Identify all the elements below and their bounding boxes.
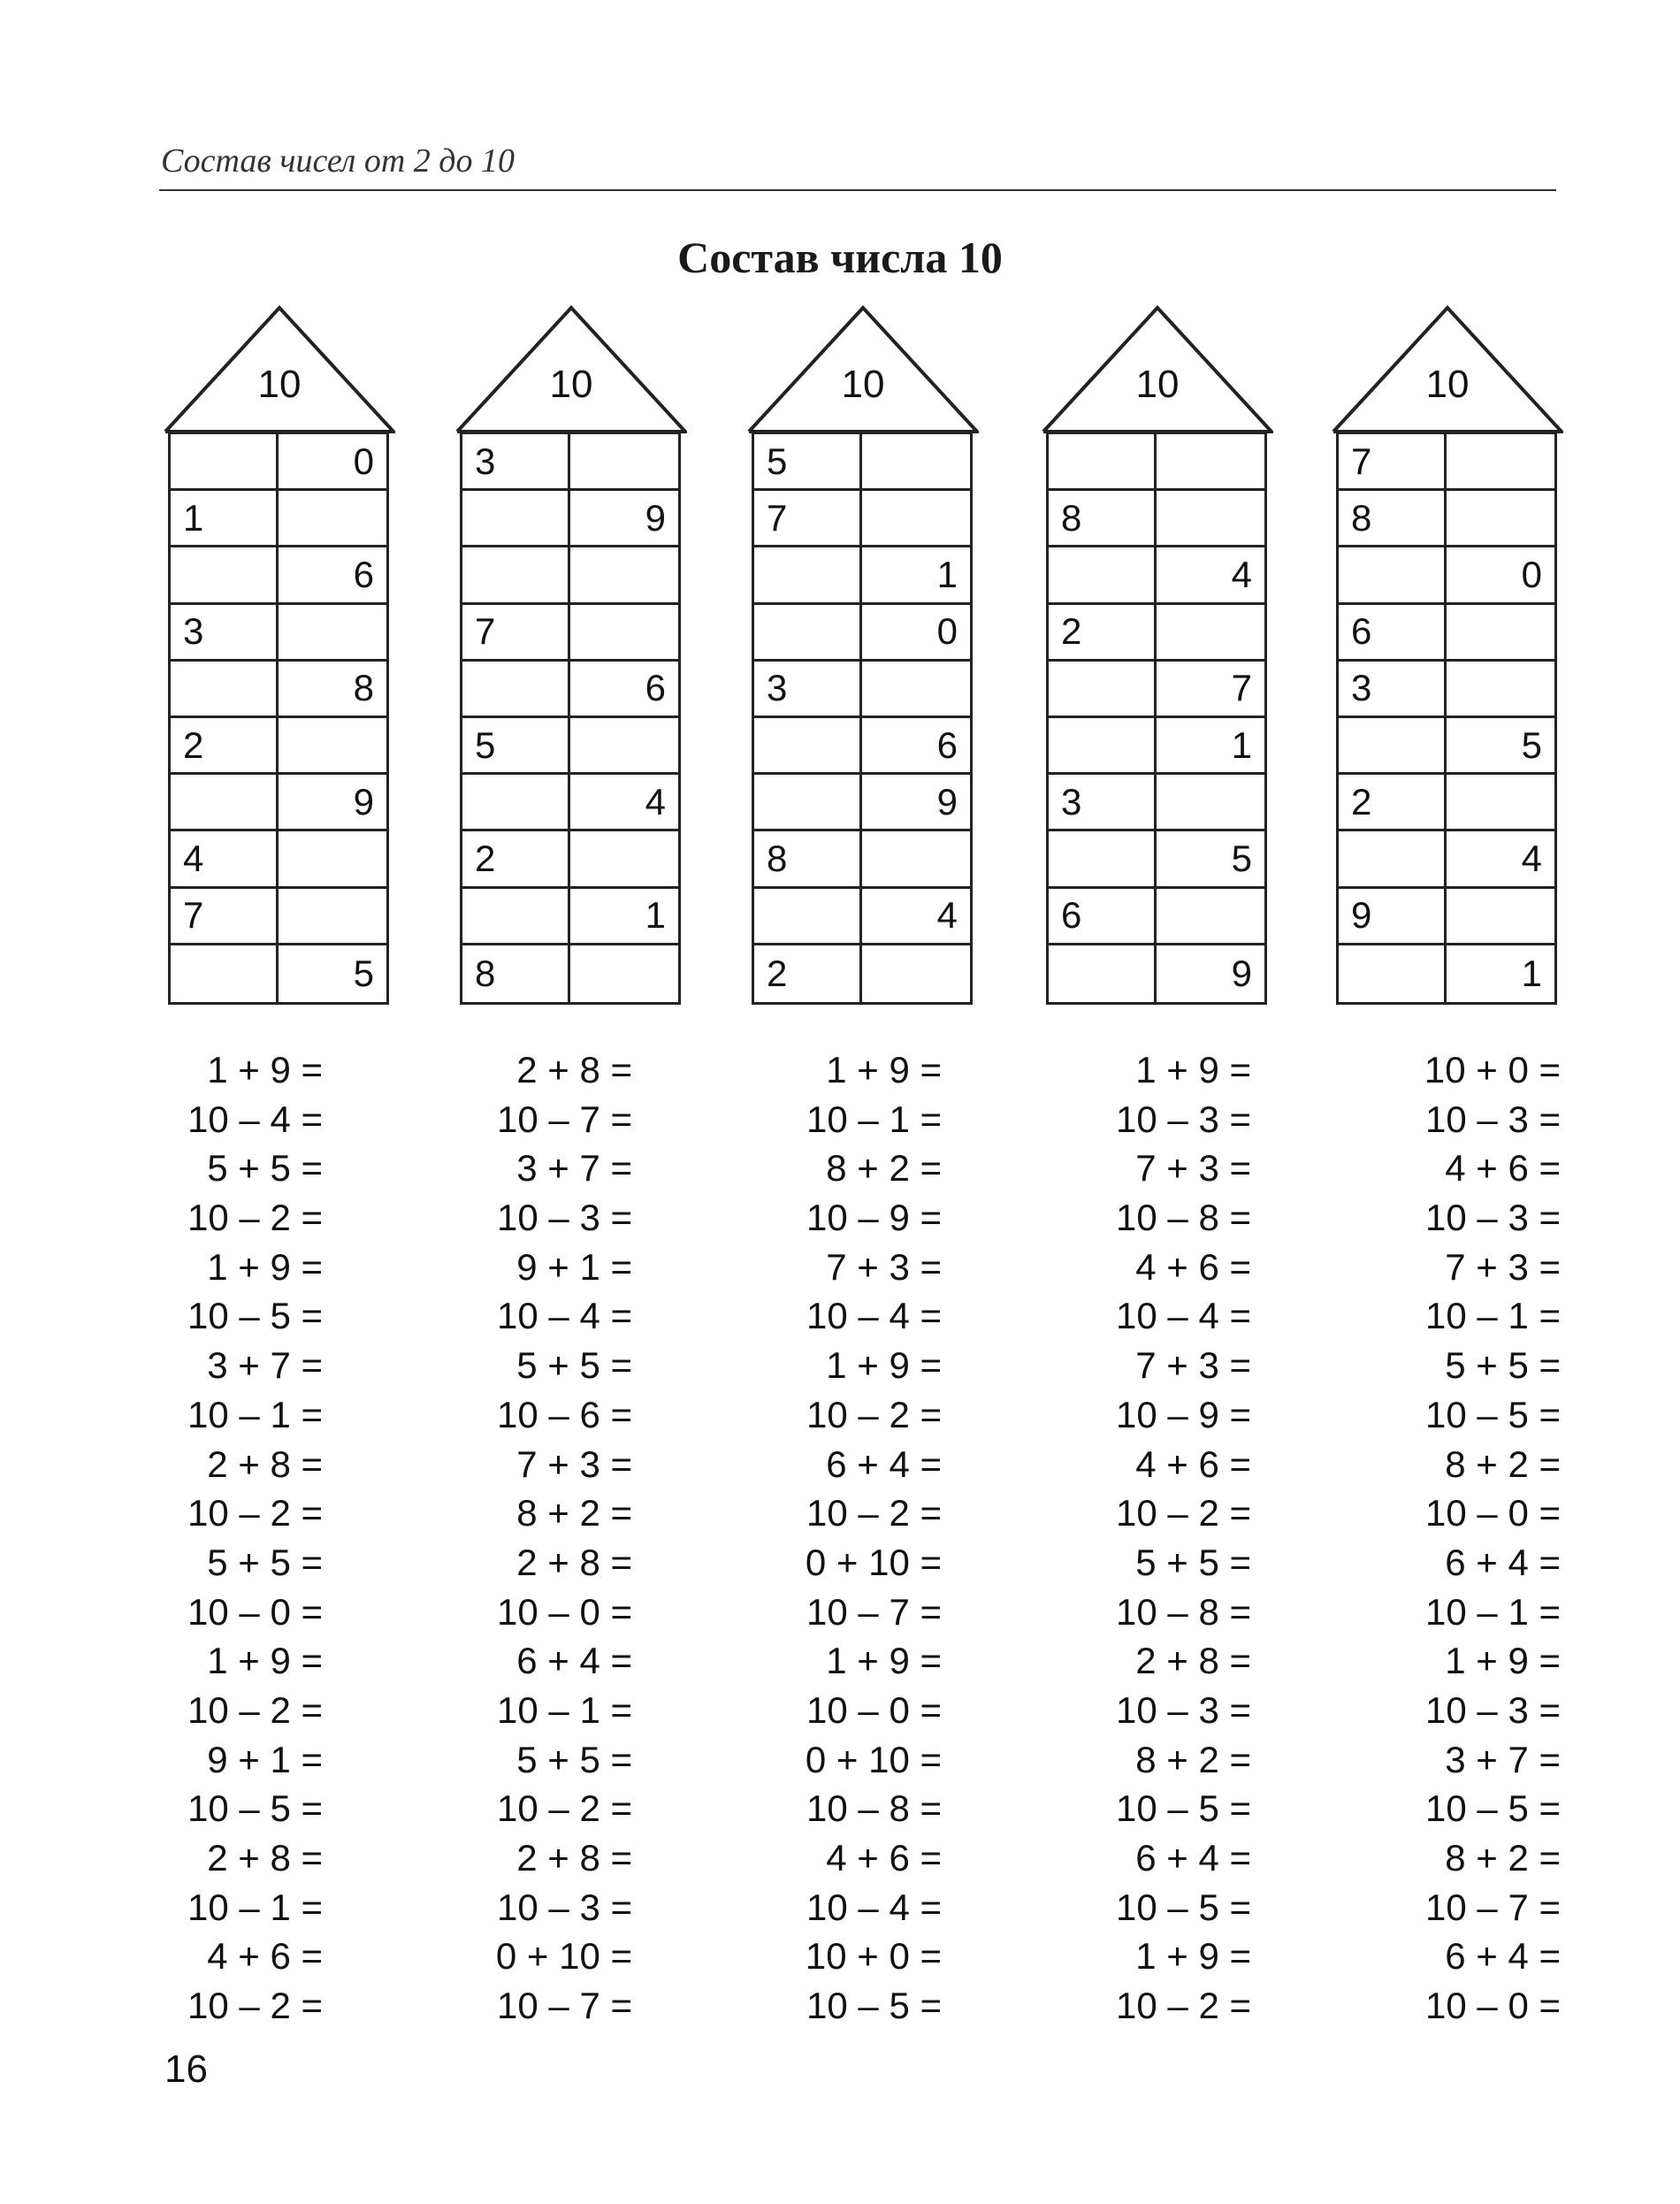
house-cell-right: 4 — [862, 889, 970, 945]
exercise-column-2 — [420, 1045, 632, 2031]
header-rule — [159, 189, 1556, 191]
number-house-2 — [455, 301, 687, 1008]
house-cell-left: 6 — [1049, 889, 1157, 945]
house-cell-left[interactable] — [1339, 718, 1447, 775]
house-cell-left[interactable] — [462, 775, 570, 831]
house-cell-right[interactable] — [570, 547, 678, 604]
house-cell-left: 1 — [171, 491, 279, 547]
exercise-item: 10 + 0 = — [1424, 1049, 1561, 1091]
house-cell-right: 5 — [1447, 718, 1554, 775]
house-cell-left[interactable] — [1049, 945, 1157, 1002]
exercise-item: 6 + 4 = — [1135, 1837, 1251, 1879]
house-cell-left: 8 — [1339, 491, 1447, 547]
house-cell-left[interactable] — [1049, 718, 1157, 775]
exercise-item: 10 – 8 = — [1116, 1197, 1251, 1239]
house-cell-left: 9 — [1339, 889, 1447, 945]
exercise-item: 10 – 1 = — [1425, 1590, 1561, 1633]
exercise-item: 2 + 8 = — [516, 1837, 632, 1879]
house-cell-right[interactable] — [862, 945, 970, 1002]
house-cell-left: 6 — [1339, 605, 1447, 662]
house-grid — [1336, 432, 1557, 1005]
exercise-item: 10 – 9 = — [1116, 1393, 1251, 1435]
house-cell-left: 2 — [1339, 775, 1447, 831]
exercise-item: 10 – 1 = — [187, 1393, 323, 1435]
number-house-3 — [747, 301, 979, 1008]
house-cell-left: 3 — [171, 605, 279, 662]
exercise-item: 10 – 1 = — [806, 1098, 942, 1140]
house-cell-left: 2 — [754, 945, 862, 1002]
house-cell-left: 5 — [754, 434, 862, 491]
house-cell-left: 8 — [1049, 491, 1157, 547]
exercise-item: 10 – 2 = — [187, 1985, 323, 2027]
house-grid — [168, 432, 389, 1005]
house-cell-right[interactable] — [1447, 775, 1554, 831]
exercise-item: 2 + 8 = — [1135, 1640, 1251, 1682]
exercise-item: 7 + 3 = — [826, 1245, 942, 1288]
house-cell-right: 1 — [570, 889, 678, 945]
house-cell-right[interactable] — [279, 831, 386, 888]
house-cell-right: 0 — [862, 605, 970, 662]
house-cell-right[interactable] — [279, 605, 386, 662]
house-cell-right[interactable] — [1157, 775, 1264, 831]
exercise-item: 10 – 0 = — [497, 1590, 632, 1633]
house-cell-left: 5 — [462, 718, 570, 775]
house-cell-right: 7 — [1157, 662, 1264, 718]
exercise-item: 10 – 8 = — [1116, 1590, 1251, 1633]
house-cell-left[interactable] — [171, 547, 279, 604]
exercise-item: 8 + 2 = — [1445, 1443, 1561, 1485]
house-cell-left[interactable] — [754, 718, 862, 775]
house-cell-left[interactable] — [1049, 547, 1157, 604]
house-cell-left: 7 — [462, 605, 570, 662]
house-cell-left: 4 — [171, 831, 279, 888]
exercise-item: 10 – 3 = — [1425, 1098, 1561, 1140]
house-grid — [1046, 432, 1267, 1005]
exercise-item: 10 – 5 = — [1425, 1393, 1561, 1435]
house-cell-right[interactable] — [279, 491, 386, 547]
house-cell-right[interactable] — [1447, 434, 1554, 491]
house-cell-left: 7 — [1339, 434, 1447, 491]
exercise-item: 0 + 10 = — [495, 1935, 632, 1978]
house-cell-right: 6 — [279, 547, 386, 604]
exercise-item: 6 + 4 = — [1445, 1935, 1561, 1978]
exercise-item: 4 + 6 = — [207, 1935, 323, 1978]
running-header: Состав чисел от 2 до 10 — [161, 142, 515, 180]
exercise-item: 1 + 9 = — [1135, 1935, 1251, 1978]
house-cell-right[interactable] — [1157, 491, 1264, 547]
exercise-item: 2 + 8 = — [207, 1443, 323, 1485]
house-cell-left[interactable] — [1339, 831, 1447, 888]
exercise-item: 10 – 8 = — [806, 1787, 942, 1830]
house-cell-right[interactable] — [862, 662, 970, 718]
exercise-item: 10 – 2 = — [1116, 1985, 1251, 2027]
house-cell-right: 1 — [1521, 952, 1542, 994]
exercise-item: 10 – 3 = — [1116, 1688, 1251, 1731]
house-cell-left[interactable] — [754, 605, 862, 662]
exercise-item: 10 – 4 = — [806, 1886, 942, 1928]
house-cell-right: 9 — [279, 775, 386, 831]
house-cell-left[interactable] — [754, 889, 862, 945]
exercise-item: 10 – 2 = — [806, 1492, 942, 1534]
house-cell-right: 9 — [1231, 952, 1252, 994]
house-cell-right[interactable] — [1447, 605, 1554, 662]
exercise-item: 8 + 2 = — [826, 1147, 942, 1190]
number-house-5 — [1332, 301, 1563, 1008]
exercise-item: 1 + 9 = — [826, 1344, 942, 1387]
exercise-item: 10 – 5 = — [806, 1985, 942, 2027]
number-house-1 — [164, 301, 395, 1008]
exercise-item: 1 + 9 = — [1445, 1640, 1561, 1682]
exercise-item: 10 – 5 = — [1116, 1787, 1251, 1830]
house-cell-right: 8 — [279, 662, 386, 718]
exercise-item: 10 – 4 = — [1116, 1295, 1251, 1337]
exercise-item: 1 + 9 = — [826, 1640, 942, 1682]
house-cell-right[interactable] — [862, 434, 970, 491]
house-cell-left: 3 — [754, 662, 862, 718]
house-cell-right: 6 — [862, 718, 970, 775]
exercise-item: 6 + 4 = — [516, 1640, 632, 1682]
house-cell-left[interactable] — [462, 889, 570, 945]
exercise-item: 1 + 9 = — [207, 1245, 323, 1288]
exercise-item: 5 + 5 = — [1135, 1541, 1251, 1583]
exercise-column-4 — [1039, 1045, 1251, 2031]
exercise-item: 10 – 1 = — [187, 1886, 323, 1928]
house-cell-right: 1 — [1157, 718, 1264, 775]
exercise-item: 2 + 8 = — [207, 1837, 323, 1879]
exercise-item: 4 + 6 = — [1135, 1245, 1251, 1288]
house-cell-left[interactable] — [754, 775, 862, 831]
house-cell-right[interactable] — [862, 491, 970, 547]
house-cell-right[interactable] — [279, 718, 386, 775]
house-cell-right: 4 — [1447, 831, 1554, 888]
house-cell-right[interactable] — [570, 945, 678, 1002]
house-cell-right: 4 — [1157, 547, 1264, 604]
roof-number: 10 — [1425, 363, 1470, 406]
house-cell-left: 3 — [1049, 775, 1157, 831]
exercise-item: 9 + 1 = — [207, 1738, 323, 1780]
exercise-item: 10 – 0 = — [187, 1590, 323, 1633]
exercise-item: 7 + 3 = — [1135, 1147, 1251, 1190]
house-cell-right[interactable] — [1157, 605, 1264, 662]
exercise-item: 3 + 7 = — [207, 1344, 323, 1387]
house-cell-left: 2 — [171, 718, 279, 775]
exercise-item: 1 + 9 = — [207, 1049, 323, 1091]
house-cell-left: 7 — [171, 889, 279, 945]
exercise-item: 10 – 4 = — [497, 1295, 632, 1337]
house-cell-left[interactable] — [171, 434, 279, 491]
exercise-item: 4 + 6 = — [1135, 1443, 1251, 1485]
exercise-item: 10 – 2 = — [1116, 1492, 1251, 1534]
exercise-item: 5 + 5 = — [207, 1147, 323, 1190]
exercise-item: 10 – 2 = — [187, 1688, 323, 1731]
exercise-item: 10 – 7 = — [1425, 1886, 1561, 1928]
exercise-item: 10 – 2 = — [806, 1393, 942, 1435]
exercise-item: 10 + 0 = — [805, 1935, 942, 1978]
house-cell-right[interactable] — [570, 831, 678, 888]
roof-number: 10 — [257, 363, 302, 406]
exercise-item: 1 + 9 = — [1135, 1049, 1251, 1091]
exercise-item: 10 – 1 = — [497, 1688, 632, 1731]
exercise-item: 5 + 5 = — [1445, 1344, 1561, 1387]
exercise-item: 10 – 4 = — [806, 1295, 942, 1337]
house-cell-left[interactable] — [171, 945, 279, 1002]
house-grid — [752, 432, 973, 1005]
exercise-item: 6 + 4 = — [826, 1443, 942, 1485]
exercise-item: 1 + 9 = — [826, 1049, 942, 1091]
exercise-column-3 — [729, 1045, 942, 2031]
exercise-item: 1 + 9 = — [207, 1640, 323, 1682]
exercise-item: 10 – 7 = — [497, 1098, 632, 1140]
exercise-item: 8 + 2 = — [516, 1492, 632, 1534]
exercise-item: 7 + 3 = — [516, 1443, 632, 1485]
house-cell-right[interactable] — [279, 889, 386, 945]
house-cell-left: 8 — [462, 945, 570, 1002]
house-grid — [460, 432, 681, 1005]
house-cell-right: 0 — [1447, 547, 1554, 604]
house-cell-right[interactable] — [570, 718, 678, 775]
exercise-item: 10 – 2 = — [187, 1492, 323, 1534]
house-cell-right: 0 — [279, 434, 386, 491]
house-cell-left: 3 — [1339, 662, 1447, 718]
exercise-item: 3 + 7 = — [1445, 1738, 1561, 1780]
exercise-item: 7 + 3 = — [1135, 1344, 1251, 1387]
house-cell-right[interactable] — [1447, 889, 1554, 945]
house-cell-left: 2 — [462, 831, 570, 888]
house-cell-left[interactable] — [754, 547, 862, 604]
house-cell-left[interactable] — [1339, 547, 1447, 604]
exercise-item: 8 + 2 = — [1135, 1738, 1251, 1780]
house-cell-right[interactable] — [1157, 434, 1264, 491]
exercise-item: 10 – 5 = — [187, 1787, 323, 1830]
exercise-item: 10 – 1 = — [1425, 1295, 1561, 1337]
exercise-item: 4 + 6 = — [1445, 1147, 1561, 1190]
exercise-item: 10 – 5 = — [1116, 1886, 1251, 1928]
exercise-item: 4 + 6 = — [826, 1837, 942, 1879]
house-cell-left[interactable] — [462, 662, 570, 718]
house-cell-left: 8 — [754, 831, 862, 888]
house-cell-right: 6 — [570, 662, 678, 718]
exercise-item: 10 – 9 = — [806, 1197, 942, 1239]
exercise-item: 3 + 7 = — [516, 1147, 632, 1190]
exercise-item: 10 – 3 = — [1116, 1098, 1251, 1140]
exercise-item: 5 + 5 = — [516, 1738, 632, 1780]
house-cell-right: 5 — [353, 952, 374, 994]
exercise-item: 0 + 10 = — [805, 1541, 942, 1583]
exercise-item: 5 + 5 = — [207, 1541, 323, 1583]
exercise-item: 6 + 4 = — [1445, 1541, 1561, 1583]
house-cell-right[interactable] — [570, 434, 678, 491]
house-cell-left[interactable] — [1049, 662, 1157, 718]
exercise-item: 7 + 3 = — [1445, 1245, 1561, 1288]
exercise-item: 10 – 5 = — [1425, 1787, 1561, 1830]
house-cell-right[interactable] — [862, 831, 970, 888]
exercise-item: 10 – 0 = — [806, 1688, 942, 1731]
house-cell-left[interactable] — [1049, 831, 1157, 888]
house-cell-right[interactable] — [570, 605, 678, 662]
number-house-4 — [1042, 301, 1273, 1008]
exercise-column-1 — [111, 1045, 323, 2031]
house-cell-left: 3 — [462, 434, 570, 491]
house-cell-right: 9 — [570, 491, 678, 547]
house-cell-left: 2 — [1049, 605, 1157, 662]
exercise-item: 10 – 7 = — [497, 1985, 632, 2027]
exercise-item: 10 – 6 = — [497, 1393, 632, 1435]
exercise-item: 10 – 2 = — [497, 1787, 632, 1830]
exercise-item: 8 + 2 = — [1445, 1837, 1561, 1879]
house-cell-left[interactable] — [171, 662, 279, 718]
exercise-item: 10 – 7 = — [806, 1590, 942, 1633]
roof-number: 10 — [1135, 363, 1180, 406]
house-cell-right[interactable] — [1447, 491, 1554, 547]
house-cell-left[interactable] — [1049, 434, 1157, 491]
exercise-item: 2 + 8 = — [516, 1541, 632, 1583]
exercise-item: 0 + 10 = — [805, 1738, 942, 1780]
exercise-item: 5 + 5 = — [516, 1344, 632, 1387]
exercise-item: 10 – 5 = — [187, 1295, 323, 1337]
house-cell-left: 7 — [754, 491, 862, 547]
house-cell-right: 4 — [570, 775, 678, 831]
house-cell-right[interactable] — [1157, 889, 1264, 945]
house-cell-left[interactable] — [1339, 945, 1447, 1002]
roof-number: 10 — [549, 363, 593, 406]
roof-number: 10 — [841, 363, 885, 406]
house-cell-left[interactable] — [462, 547, 570, 604]
exercise-column-5 — [1348, 1045, 1561, 2031]
page-title: Состав числа 10 — [677, 233, 1003, 282]
exercise-item: 9 + 1 = — [516, 1245, 632, 1288]
exercise-item: 10 – 3 = — [1425, 1688, 1561, 1731]
exercise-item: 10 – 0 = — [1425, 1985, 1561, 2027]
exercise-item: 10 – 0 = — [1425, 1492, 1561, 1534]
exercise-item: 2 + 8 = — [516, 1049, 632, 1091]
exercise-item: 10 – 2 = — [187, 1197, 323, 1239]
exercise-item: 10 – 3 = — [497, 1886, 632, 1928]
house-cell-right: 9 — [862, 775, 970, 831]
house-cell-right: 5 — [1157, 831, 1264, 888]
exercise-item: 10 – 3 = — [1425, 1197, 1561, 1239]
house-cell-right: 1 — [862, 547, 970, 604]
house-cell-left[interactable] — [171, 775, 279, 831]
page-number: 16 — [164, 2047, 208, 2091]
house-cell-left[interactable] — [462, 491, 570, 547]
exercise-item: 10 – 4 = — [187, 1098, 323, 1140]
exercise-item: 10 – 3 = — [497, 1197, 632, 1239]
house-cell-right[interactable] — [1447, 662, 1554, 718]
